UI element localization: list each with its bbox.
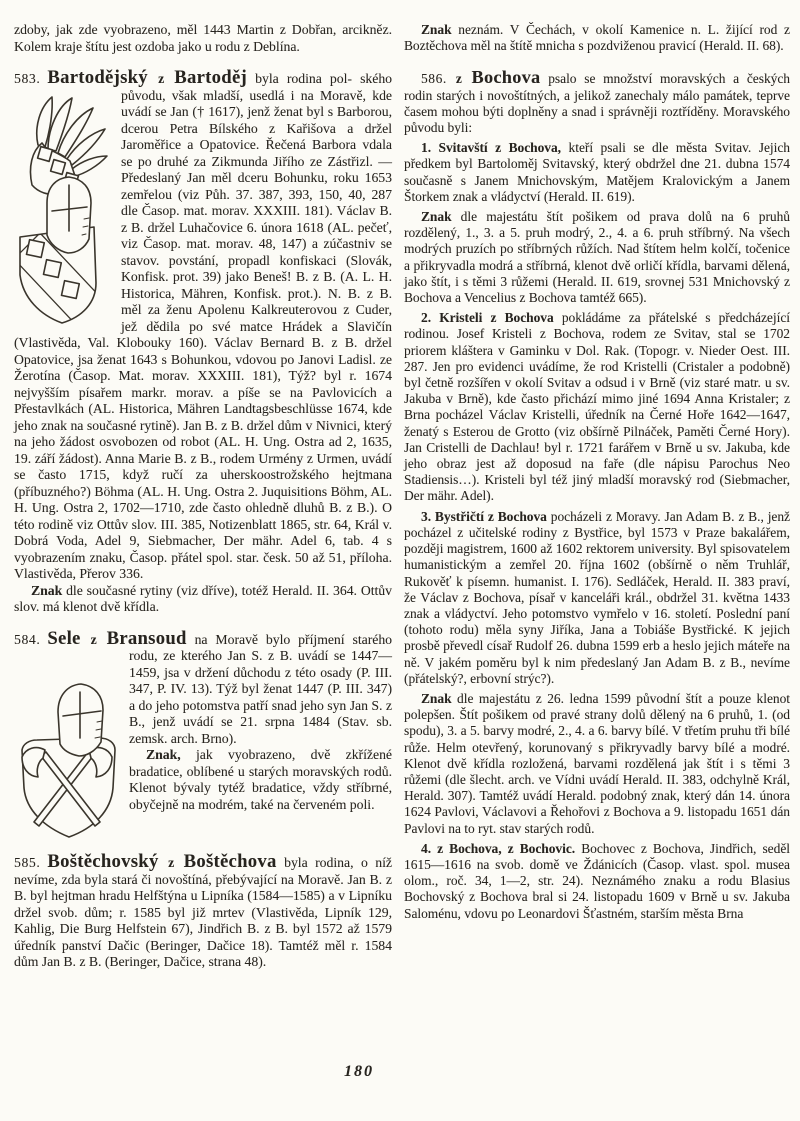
- znak-label: Znak: [31, 582, 63, 598]
- numbered-item-text: pokládáme za přátelské s předcházející rodinou. Josef Kristeli z Bochova, rodem ze Svitav, stal se 1702 priorem kláštera v Gaminku v Dol. Rak. (Topogr. v. Nieder Oest. III. 287. Jen pro evidenci uvádíme, že rod Kristelli (Cristaler a podobně) byl četně rozšířen v okolí Svitav a odsud i v Brně (viz staré matr. u sv. Jakuba v Brně), kde často přichází mimo jiné 1694 Anna Kristaler; z Brna pocházel Václav Kristelli, úředník na Černé Hoře 1642—1647, ženatý s Esterou de Grotto (viz obšírně Pilnáček, Paměti Černé Hory). Jan Cristelli de Dachlau! byl r. 1721 farářem v Brně u sv. Jakuba, kde jeho obraz jest až doposud na faře (dle nápisu Parochus Neo Stadiensis…). Kristeli byl též jiný mladší moravský rod (Siebmacher, Der mähr. Adel).: [404, 310, 790, 504]
- numbered-item-label: 4. z Bochova, z Bochovic.: [421, 840, 576, 856]
- wing-square: [51, 159, 66, 174]
- entry-585-title-z: z: [168, 855, 175, 870]
- znak-text: dle majestátu štít pošikem od prava dolů na 6 pruhů rozdělený, 1., 3. a 5. pruh modrý, 2., 4. a 6. pruh stříbrný. Na všech modrých pruzích po stříbrných růžích. Nad štítem helm kolčí, točenice a přikryvadla modrá a stříbrná, klenot dvě orličí křídla, barvami dělená, jako štít, i s těmi 3 růžemi (Herald. II. 619, srovnej 531 Mnichovský z Bochova a Vencelius z Bochova tamtéž 665).: [404, 209, 790, 306]
- entry-584-title-z: z: [90, 631, 97, 647]
- page-number: 180: [344, 1063, 374, 1080]
- entry-585: [14, 851, 393, 971]
- entry-586-paragraph: [404, 69, 790, 136]
- entry-583-number: 583.: [14, 71, 41, 86]
- entry-585-number: 585.: [14, 855, 41, 870]
- numbered-item-4-paragraph: [404, 841, 790, 922]
- znak-label: Znak,: [146, 747, 181, 762]
- entry-584-paragraph: [14, 627, 393, 748]
- coat-of-arms-583-figure: [14, 91, 111, 325]
- numbered-item-3-paragraph: [404, 509, 790, 687]
- wing-feather: [72, 156, 107, 176]
- znak-unknown-paragraph: [404, 22, 790, 54]
- entry-583: [14, 67, 393, 616]
- entry-586: [404, 69, 790, 136]
- entry-586-title-z: z: [455, 71, 462, 87]
- entry-586-number: 586.: [421, 71, 447, 87]
- numbered-item-label: 3. Bystřičtí z Bochova: [421, 508, 547, 524]
- znak-bystricti-paragraph: [404, 691, 790, 837]
- entry-585-paragraph: [14, 851, 393, 971]
- wing-square: [38, 146, 53, 161]
- entry-583-title-a: Bartodějský: [47, 67, 148, 88]
- right-column: [404, 22, 790, 922]
- entry-585-body-text: byla rodina, o níž nevíme, zda byla stará či novoštíná, přebývající na Moravě. Jan B. z B. byl hejtman hradu Helfštýna u Lipníka (1584—1585) a v Lipníku držel svob. dům; r. 1585 byl již mrtev (Vlastivěda, Lipník 129, Kahlig, Die Burg Helfstein 67), Jindřich B. z B. byl 1572 až 1579 úředník panství Dačic (Beringer, Dačice 18). Tamtéž měl r. 1584 dům Jan B. z B. (Beringer, Dačice, strana 48).: [14, 855, 393, 969]
- bend-square: [26, 239, 44, 257]
- intro-paragraph: zdoby, jak zde vyobrazeno, měl 1443 Martin z Dobřan, arcikněz. Kolem kraje štítu jest ozdoba jako u rodu z Deblína.: [14, 22, 392, 54]
- bend-square: [43, 259, 61, 277]
- entry-584-body-text: starého rodu, ze kterého Jan S. z B. uvádí se 1447—1459, jsa v držení důchodu z této osady (P. III. 347, P. IV. 13). Týž byl ženat 1447 (P. III. 347) a do jeho potomstva patří snad jeho syn Jan S. z B., jenž uvádí se 21. srpna 1484 (Stav. sb. zemsk. arch. Brno).: [129, 631, 393, 746]
- entry-586-title-b: Bochova: [471, 67, 541, 88]
- entry-583-paragraph: [14, 67, 393, 583]
- numbered-item-1-paragraph: [404, 140, 790, 205]
- numbered-item-text: Bochovec z Bochova, Jindřich, seděl 1615—1616 na svob. domě ve Ždánicích (Časop. vlast. spol. musea olom., roč. 34, 1—2, str. 24). Neznámého znaku a rodu Blasius Bochovský z Bochova bral si 24. listopadu 1609 v Brně u sv. Jakuba Saloménu, vdovu po Leonardovi Šťastném, starším města Brna: [404, 840, 790, 921]
- znak-text: dle majestátu z 26. ledna 1599 původní štít a pouze klenot polepšen. Štít pošikem od pravé strany dolů dělený na 6 pruhů, 1. (od spodu), 3. a 5. barvy modré, 2., 4. a 6. barvy bílé. V třetím pruhu tři bílé růže. Helm otevřený, korunovaný s přikryvadly barvy bílé a modré. Klenot dvě křídla rozložená, barvami rozdělená jak štít i s těmi 3 růžemi (dle šlecht. arch. ve Vídni uvádí Herald. II. 383, odchylně Král, Herald. 307). Tamtéž uvádí Herald. podobný znak, který dán 14. února 1624 Pavlovi, Václavovi a Řehořovi z Bochova a 9. listopadu 1651 dán Pavlovi na to ryt. stav starých rodů.: [404, 690, 790, 836]
- znak-label: Znak: [421, 690, 452, 706]
- entry-586-body-text: psalo se množství moravských a českých rodin starých i novoštítných, a jelikož zanechaly málo památek, teprve časem mohou býti doplněny a snad i správněji roztříděny. Moravského původu byli:: [404, 71, 790, 136]
- axe-blade-left: [22, 748, 45, 777]
- entry-584: [14, 627, 393, 814]
- entry-583-title-z: z: [158, 71, 165, 86]
- entry-584-number: 584.: [14, 631, 41, 647]
- axe-handle: [41, 752, 100, 826]
- entry-583-znak-paragraph: [14, 583, 392, 616]
- znak-text: neznám. V Čechách, v okolí Kamenice n. L. žijící rod z Boztěchova měl na štítě mnicha s pozdviženou pravicí (Herald. II. 68).: [404, 22, 790, 54]
- entry-585-title-b: Boštěchova: [183, 851, 277, 872]
- entry-585-title-a: Boštěchovský: [47, 851, 159, 872]
- numbered-item-text: pocházeli z Moravy. Jan Adam B. z B., jenž pocházel z učitelské rodiny z Bystřice, byl 1573 v Praze bakalářem, později magistrem, 1600 až 1602 rektorem university. Byl spisovatelem humanistickým a zemřel 20. října 1602 (obšírně o něm Truhlář, Rukověť k písemn. humanist. I. 176). Sedláček, Herald. II. 383 praví, že Václav z Bochova, písař v kanceláři král., obdržel 31. května 1433 znak a vládyctví. Jeho potomstvo vymřelo v 16. století. Poslední paní (tohoto rodu) měla syny Jiříka, Jana a Tobiáše Bystřické. K jejich prosbě převedl císař Rudolf 26. dubna 1599 erb a heslo jejich máteře na ně. V jakém poměru byl k nim předeslaný Jan Adam B. z B., nevíme (přátelský?, erbovní strýc?).: [404, 508, 791, 686]
- znak-text: dle současné rytiny (viz dříve), totéž Herald. II. 364. Ottův slov. má klenot dvě křídla.: [14, 582, 392, 614]
- znak-label: Znak: [421, 209, 452, 225]
- entry-583-body-text: ského původu, však mladší, usedlá i na Moravě, kde uvádí se Jan († 1617), jenž ženat byl s Barborou, dcerou Petra Bílského z Kařišova a držel Jaroměřice a Opatovice. Řečená Barbora vdala se po druhé za Zikmunda Jiřího ze Zástřizl. — Předeslaný Jan měl dceru Bohunku, roku 1653 zemřelou (viz Půh. 37. 387, 393, 150, 40, 287 dle Časop. mat. morav. XXXIII. 181). Václav B. z B. držel Luhačovice 6. února 1618 (AL. pečeť, viz Časop. mat. morav. 48, 147) a zúčastniv se stavov. povstání, propadl konfiskaci (Slovák, Konfisk. prot. 39) jako Beneš! B. z B. (A. L. H. Historica, Mähren, Konfisk. prot.). N. B. z B. měl za ženu Apolenu Kalkreuterovou z Cuder, jež dědila po své matce Hrádek a Slavičín (Vlastivěda, Val. Klobouky 160). Václav Bernard B. z B. držel Opatovice, jsa ženat 1643 s Bohunkou, vdovou po Janovi Ladisl. ze Žerotína (Časop. Mat. morav. XXXIII. 181), Týž? byl r. 1674 nejvyšším písařem markr. morav. a píše se na Pavlovicích a Přestavlkách (AL. Historica, Mähren Landtagsbeschlüsse 1674, kde jeho znak na současné rytině). Jan B. z B. držel dům v Nivnici, který na jeho žádost osvobozen od robot (AL. H. Ung. Ostra ad 2, 1635, 19. září žádost). Anna Marie B. z B., rodem Urmény z Urmen, uvádí se často 1715, když ručí za uherskoostrožského hejtmana (příbuzného?) Böhma (AL. H. Ung. Ostra 2. Juquisitions Böhm, AL. H. Ung. Ostra 2, 1702—1710, zde často ohledně dluhů B. z B.). O této rodině viz Ottův slov. III. 385, Notizenblatt 1865, str. 64, Král v. Dobrá Voda, Adel 9, Siebmacher, Der mähr. Adel 6, tab. 4 s vyobrazením znaku, Časop. přátel spol. star. česk. 50 až 51, příloha. Vlastivěda, Přerov 336.: [14, 71, 393, 581]
- znak-svitavsti-paragraph: [404, 209, 790, 306]
- entry-584-title-b: Bransoud: [106, 627, 187, 649]
- numbered-item-label: 2. Kristeli z Bochova: [421, 310, 554, 326]
- znak-label: Znak: [421, 22, 452, 37]
- numbered-item-label: 1. Svitavští z Bochova,: [421, 140, 562, 156]
- entry-584-title-a: Sele: [47, 627, 81, 649]
- bend-square: [61, 280, 79, 298]
- znak-text: jak vyobrazeno, dvě zkřížené bradatice, oblíbené u starých moravských rodů. Klenot bývaly tytéž bradatice, vždy stříbrné, obyčejně na modrém, také na červeném poli.: [129, 747, 392, 812]
- numbered-item-text: kteří psali se dle města Svitav. Jejich předkem byl Bartoloměj Svitavský, který obdržel dne 21. dubna 1574 současně s Janem Mnichovským, Matějem Kralovickým a Janem Štorkem znak a vládyctví (Herald. II. 619).: [404, 140, 790, 204]
- left-column: [14, 22, 392, 971]
- axe-handle: [34, 752, 93, 826]
- entry-583-title-b: Bartoděj: [174, 67, 248, 88]
- numbered-item-2-paragraph: [404, 310, 790, 504]
- coat-of-arms-584-figure: [14, 648, 120, 852]
- entry-584-lead-text: na Moravě bylo příjmení: [194, 631, 345, 647]
- wing-feather: [37, 97, 52, 147]
- entry-583-lead-text: byla rodina pol-: [255, 71, 352, 86]
